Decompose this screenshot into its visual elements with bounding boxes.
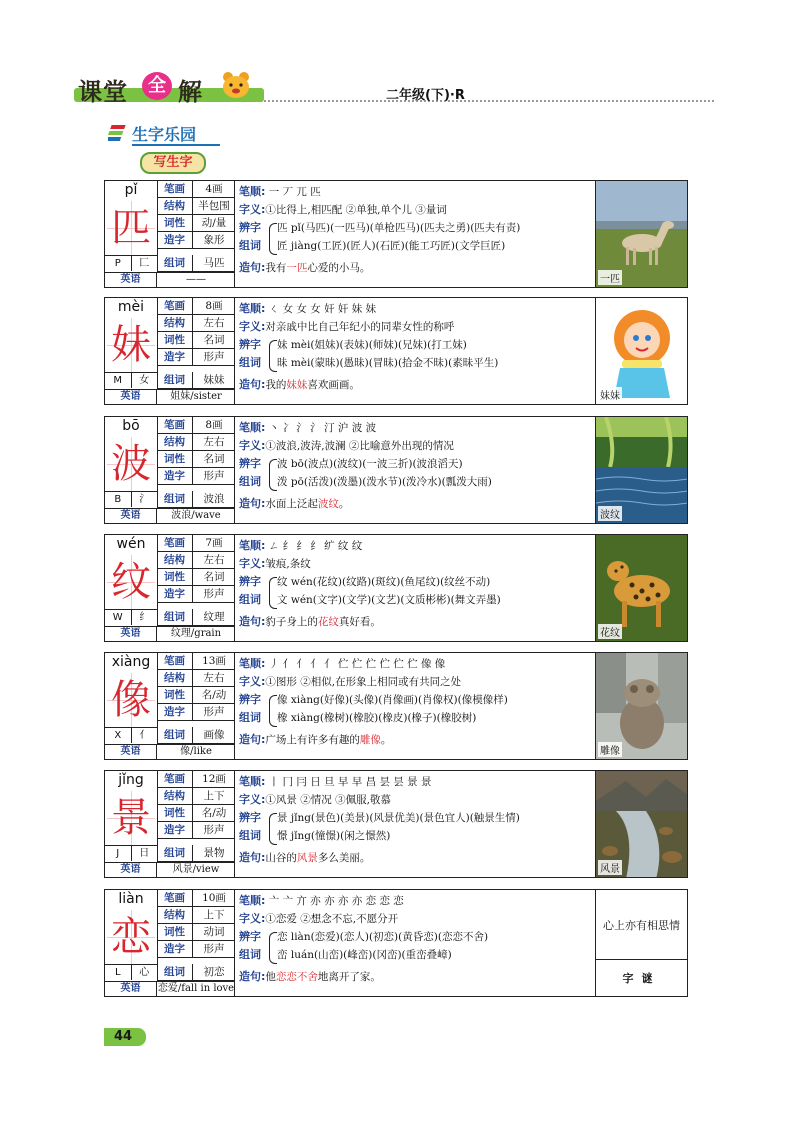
illustration-image bbox=[595, 771, 687, 877]
word-group-1: 纹 wén(花纹)(纹路)(斑纹)(鱼尾纹)(纹丝不动) bbox=[277, 576, 491, 588]
english-value: 姐妹/sister bbox=[170, 391, 222, 402]
meaning: 字义:对亲戚中比自己年纪小的同辈女性的称呼 bbox=[239, 320, 455, 333]
stroke-order: 笔顺: 丨 冂 冃 日 旦 早 早 昌 昙 昙 景 景 bbox=[239, 775, 432, 788]
english-label: 英语 bbox=[105, 509, 157, 523]
attr-label: 笔画 bbox=[157, 771, 193, 787]
english-label: 英语 bbox=[105, 390, 157, 404]
english-row bbox=[105, 744, 235, 759]
index-letter-radical: J 日 bbox=[105, 845, 157, 861]
attr-structure bbox=[157, 198, 235, 215]
riddle-text: 心上亦有相思情 bbox=[596, 890, 687, 960]
attr-label: 造字 bbox=[157, 232, 193, 248]
english-label: 英语 bbox=[105, 273, 157, 287]
attr-label: 造字 bbox=[157, 468, 193, 484]
attr-value: 形声 bbox=[203, 706, 225, 718]
brace bbox=[269, 695, 277, 727]
char-info bbox=[105, 181, 235, 287]
attr-pos bbox=[157, 687, 235, 704]
attr-label: 结构 bbox=[157, 552, 193, 568]
meaning: 字义:①恋爱 ②想念不忘,不愿分开 bbox=[239, 912, 399, 925]
attr-group bbox=[157, 727, 235, 744]
attr-pos bbox=[157, 215, 235, 232]
char-info bbox=[105, 890, 235, 996]
attr-label: 结构 bbox=[157, 434, 193, 450]
brand-text-end: 解 bbox=[178, 78, 202, 106]
attr-structure bbox=[157, 670, 235, 687]
pinyin: xiàng bbox=[111, 654, 151, 670]
attr-pos bbox=[157, 569, 235, 586]
attr-formation bbox=[157, 232, 235, 249]
distinguish-label: 辨字 bbox=[239, 811, 261, 824]
attr-label: 造字 bbox=[157, 941, 193, 957]
brace bbox=[269, 223, 277, 255]
attr-strokes bbox=[157, 535, 235, 552]
attr-value: 名/动 bbox=[201, 807, 227, 819]
attr-structure bbox=[157, 434, 235, 451]
char-card-纹 bbox=[104, 534, 688, 642]
attr-group bbox=[157, 255, 235, 272]
attr-value: 12画 bbox=[202, 773, 226, 785]
distinguish-label: 辨字 bbox=[239, 930, 261, 943]
char-card-恋 bbox=[104, 889, 688, 997]
word-group-2: 峦 luán(山峦)(峰峦)(冈峦)(重峦叠嶂) bbox=[277, 949, 452, 961]
attr-label: 笔画 bbox=[157, 535, 193, 551]
attr-label: 组词 bbox=[157, 845, 193, 861]
example-sentence: 造句:我有一匹心爱的小马。 bbox=[239, 261, 371, 274]
char-details bbox=[239, 537, 593, 639]
attr-value: 形声 bbox=[203, 588, 225, 600]
attr-formation bbox=[157, 349, 235, 366]
english-label: 英语 bbox=[105, 982, 157, 996]
distinguish-label: 辨字 bbox=[239, 575, 261, 588]
attr-label: 词性 bbox=[157, 332, 193, 348]
pinyin: jǐng bbox=[118, 772, 144, 788]
char-info bbox=[105, 771, 235, 877]
english-label: 英语 bbox=[105, 627, 157, 641]
attr-group bbox=[157, 845, 235, 862]
brace bbox=[269, 459, 277, 491]
char-info bbox=[105, 535, 235, 641]
word-group-2: 憬 jǐng(憧憬)(闲之憬然) bbox=[277, 830, 391, 842]
attr-value: 半包围 bbox=[198, 200, 230, 212]
attr-value: 初恋 bbox=[203, 966, 225, 978]
char-card-景 bbox=[104, 770, 688, 878]
attr-value: 4画 bbox=[205, 183, 223, 195]
stroke-order: 笔顺: ㄑ 女 女 女 奸 奸 妹 妹 bbox=[239, 302, 377, 315]
stroke-order: 笔顺: 丶 冫 氵 氵 汀 沪 波 波 bbox=[239, 421, 377, 434]
attr-strokes bbox=[157, 653, 235, 670]
distinguish-label: 辨字 bbox=[239, 221, 261, 234]
character: 波 bbox=[107, 437, 155, 491]
illustration-image bbox=[595, 535, 687, 641]
grade-label: 二年级(下)·R bbox=[386, 88, 465, 103]
attr-label: 造字 bbox=[157, 822, 193, 838]
attr-label: 组词 bbox=[157, 255, 193, 271]
attr-group bbox=[157, 491, 235, 508]
attr-strokes bbox=[157, 771, 235, 788]
meaning: 字义:①比得上,相匹配 ②单独,单个儿 ③量词 bbox=[239, 203, 447, 216]
attr-label: 笔画 bbox=[157, 890, 193, 906]
attr-value: 景物 bbox=[203, 847, 225, 859]
attr-value: 妹妹 bbox=[203, 374, 225, 386]
attr-label: 词性 bbox=[157, 687, 193, 703]
page-header bbox=[74, 70, 714, 106]
english-value: —— bbox=[186, 274, 206, 285]
meaning: 字义:皱痕,条纹 bbox=[239, 557, 311, 570]
stroke-order: 笔顺: ㄥ 纟 纟 纟 纩 纹 纹 bbox=[239, 539, 363, 552]
example-sentence: 造句:豹子身上的花纹真好看。 bbox=[239, 615, 381, 628]
header-divider bbox=[264, 100, 714, 102]
attr-label: 结构 bbox=[157, 670, 193, 686]
attr-label: 笔画 bbox=[157, 653, 193, 669]
english-value: 波浪/wave bbox=[171, 510, 221, 521]
english-row bbox=[105, 626, 235, 641]
brace bbox=[269, 813, 277, 845]
attr-value: 波浪 bbox=[203, 493, 225, 505]
image-caption: 花纹 bbox=[598, 624, 622, 639]
character: 纹 bbox=[107, 555, 155, 609]
attr-value: 画像 bbox=[203, 729, 225, 741]
illustration-image bbox=[595, 653, 687, 759]
stripes-icon bbox=[108, 124, 128, 142]
example-sentence: 造句:我的妹妹喜欢画画。 bbox=[239, 378, 360, 391]
english-row bbox=[105, 508, 235, 523]
pinyin: bō bbox=[122, 418, 140, 434]
attr-value: 左右 bbox=[203, 672, 225, 684]
word-group-1: 匹 pǐ(马匹)(一匹马)(单枪匹马)(匹夫之勇)(匹夫有责) bbox=[277, 222, 521, 234]
attr-value: 名词 bbox=[203, 571, 225, 583]
brand-badge: 全 bbox=[142, 72, 172, 100]
attr-label: 结构 bbox=[157, 198, 193, 214]
attr-value: 名词 bbox=[203, 453, 225, 465]
attr-label: 造字 bbox=[157, 704, 193, 720]
attr-value: 名/动 bbox=[201, 689, 227, 701]
brace bbox=[269, 932, 277, 964]
image-caption: 妹妹 bbox=[598, 387, 622, 402]
attr-pos bbox=[157, 924, 235, 941]
meaning: 字义:①波浪,波涛,波澜 ②比喻意外出现的情况 bbox=[239, 439, 454, 452]
attr-label: 组词 bbox=[157, 372, 193, 388]
attr-label: 结构 bbox=[157, 907, 193, 923]
char-info bbox=[105, 653, 235, 759]
char-details bbox=[239, 892, 593, 994]
word-group-1: 妹 mèi(姐妹)(表妹)(师妹)(兄妹)(打工妹) bbox=[277, 339, 467, 351]
subsection-badge: 写生字 bbox=[140, 152, 206, 174]
example-sentence: 造句:水面上泛起波纹。 bbox=[239, 497, 350, 510]
attr-value: 马匹 bbox=[203, 257, 225, 269]
attr-strokes bbox=[157, 417, 235, 434]
character: 像 bbox=[107, 673, 155, 727]
pinyin: liàn bbox=[118, 891, 144, 907]
attr-group bbox=[157, 609, 235, 626]
bear-mascot-icon bbox=[218, 70, 254, 100]
attr-label: 词性 bbox=[157, 451, 193, 467]
illustration-image bbox=[595, 181, 687, 287]
attr-value: 左右 bbox=[203, 554, 225, 566]
attr-value: 13画 bbox=[202, 655, 226, 667]
words-label: 组词 bbox=[239, 593, 261, 606]
distinguish-label: 辨字 bbox=[239, 457, 261, 470]
attr-label: 词性 bbox=[157, 805, 193, 821]
attr-value: 8画 bbox=[205, 419, 223, 431]
english-label: 英语 bbox=[105, 863, 157, 877]
char-details bbox=[239, 773, 593, 875]
char-info bbox=[105, 298, 235, 404]
attr-pos bbox=[157, 805, 235, 822]
example-sentence: 造句:广场上有许多有趣的雕像。 bbox=[239, 733, 392, 746]
attr-value: 左右 bbox=[203, 317, 225, 329]
stroke-order: 笔顺: 亠 亠 亣 亦 亦 亦 亦 恋 恋 恋 bbox=[239, 894, 404, 907]
attr-value: 上下 bbox=[203, 790, 225, 802]
attr-label: 词性 bbox=[157, 569, 193, 585]
attr-label: 组词 bbox=[157, 964, 193, 980]
char-details bbox=[239, 300, 593, 402]
attr-formation bbox=[157, 704, 235, 721]
english-value: 风景/view bbox=[172, 864, 220, 875]
pinyin: wén bbox=[116, 536, 146, 552]
attr-value: 动词 bbox=[203, 926, 225, 938]
attr-group bbox=[157, 372, 235, 389]
word-group-1: 恋 liàn(恋爱)(恋人)(初恋)(黄昏恋)(恋恋不舍) bbox=[277, 931, 489, 943]
attr-formation bbox=[157, 941, 235, 958]
word-group-2: 泼 pō(活泼)(泼墨)(泼水节)(泼冷水)(瓢泼大雨) bbox=[277, 476, 492, 488]
char-card-匹 bbox=[104, 180, 688, 288]
illustration-image bbox=[595, 417, 687, 523]
page-number: 44 bbox=[104, 1028, 146, 1046]
attr-label: 词性 bbox=[157, 215, 193, 231]
attr-strokes bbox=[157, 890, 235, 907]
english-label: 英语 bbox=[105, 745, 157, 759]
char-card-像 bbox=[104, 652, 688, 760]
attr-strokes bbox=[157, 298, 235, 315]
image-caption: 雕像 bbox=[598, 742, 622, 757]
attr-value: 形声 bbox=[203, 470, 225, 482]
word-group-1: 像 xiàng(好像)(头像)(肖像画)(肖像权)(像模像样) bbox=[277, 694, 508, 706]
index-letter-radical: B 氵 bbox=[105, 491, 157, 507]
attr-value: 名词 bbox=[203, 334, 225, 346]
distinguish-label: 辨字 bbox=[239, 693, 261, 706]
words-label: 组词 bbox=[239, 356, 261, 369]
english-value: 像/like bbox=[180, 746, 212, 757]
word-group-2: 匠 jiàng(工匠)(匠人)(石匠)(能工巧匠)(文学巨匠) bbox=[277, 240, 506, 252]
attr-label: 笔画 bbox=[157, 417, 193, 433]
attr-label: 笔画 bbox=[157, 181, 193, 197]
attr-pos bbox=[157, 332, 235, 349]
example-sentence: 造句:山谷的风景多么美丽。 bbox=[239, 851, 371, 864]
char-info bbox=[105, 417, 235, 523]
attr-label: 组词 bbox=[157, 491, 193, 507]
stroke-order: 笔顺: 一 丆 兀 匹 bbox=[239, 185, 321, 198]
char-details bbox=[239, 183, 593, 285]
word-group-2: 文 wén(文字)(文学)(文艺)(文质彬彬)(舞文弄墨) bbox=[277, 594, 501, 606]
english-value: 纹理/grain bbox=[170, 628, 222, 639]
attr-strokes bbox=[157, 181, 235, 198]
image-caption: 一匹 bbox=[598, 270, 622, 285]
meaning: 字义:①图形 ②相似,在形象上相同或有共同之处 bbox=[239, 675, 462, 688]
attr-value: 10画 bbox=[202, 892, 226, 904]
index-letter-radical: M 女 bbox=[105, 372, 157, 388]
attr-pos bbox=[157, 451, 235, 468]
brace bbox=[269, 577, 277, 609]
example-sentence: 造句:他恋恋不舍地离开了家。 bbox=[239, 970, 381, 983]
pinyin: mèi bbox=[117, 299, 145, 315]
index-letter-radical: L 心 bbox=[105, 964, 157, 980]
brand-text: 课堂 bbox=[78, 78, 128, 106]
section-title-text: 生字乐园 bbox=[132, 125, 197, 144]
illustration-image bbox=[595, 298, 687, 404]
meaning: 字义:①风景 ②情况 ③佩服,敬慕 bbox=[239, 793, 391, 806]
char-card-妹 bbox=[104, 297, 688, 405]
section-title bbox=[108, 120, 216, 146]
attr-label: 组词 bbox=[157, 727, 193, 743]
english-row bbox=[105, 862, 235, 877]
attr-value: 7画 bbox=[205, 537, 223, 549]
words-label: 组词 bbox=[239, 948, 261, 961]
attr-structure bbox=[157, 552, 235, 569]
attr-value: 形声 bbox=[203, 351, 225, 363]
english-value: 恋爱/fall in love bbox=[157, 983, 235, 994]
attr-value: 上下 bbox=[203, 909, 225, 921]
attr-value: 动/量 bbox=[201, 217, 227, 229]
words-label: 组词 bbox=[239, 239, 261, 252]
attr-value: 左右 bbox=[203, 436, 225, 448]
attr-label: 结构 bbox=[157, 788, 193, 804]
character: 妹 bbox=[107, 318, 155, 372]
attr-value: 形声 bbox=[203, 824, 225, 836]
attr-label: 结构 bbox=[157, 315, 193, 331]
english-row bbox=[105, 981, 235, 996]
char-card-波 bbox=[104, 416, 688, 524]
attr-label: 组词 bbox=[157, 609, 193, 625]
distinguish-label: 辨字 bbox=[239, 338, 261, 351]
attr-structure bbox=[157, 788, 235, 805]
pinyin: pǐ bbox=[124, 182, 138, 198]
character: 匹 bbox=[107, 201, 155, 255]
character: 景 bbox=[107, 791, 155, 845]
riddle-label: 字谜 bbox=[622, 972, 661, 985]
attr-label: 笔画 bbox=[157, 298, 193, 314]
english-row bbox=[105, 272, 235, 287]
index-letter-radical: X 亻 bbox=[105, 727, 157, 743]
attr-label: 造字 bbox=[157, 586, 193, 602]
image-caption: 风景 bbox=[598, 860, 622, 875]
english-row bbox=[105, 389, 235, 404]
brace bbox=[269, 340, 277, 372]
section-underline bbox=[132, 144, 220, 146]
words-label: 组词 bbox=[239, 475, 261, 488]
words-label: 组词 bbox=[239, 711, 261, 724]
words-label: 组词 bbox=[239, 829, 261, 842]
attr-label: 词性 bbox=[157, 924, 193, 940]
attr-value: 象形 bbox=[203, 234, 225, 246]
riddle-box bbox=[595, 890, 687, 996]
stroke-order: 笔顺: 丿 亻 亻 亻 亻 伫 伫 伫 伫 伫 伫 像 像 bbox=[239, 657, 446, 670]
image-caption: 波纹 bbox=[598, 506, 622, 521]
attr-label: 造字 bbox=[157, 349, 193, 365]
attr-group bbox=[157, 964, 235, 981]
attr-formation bbox=[157, 822, 235, 839]
char-details bbox=[239, 419, 593, 521]
attr-formation bbox=[157, 586, 235, 603]
word-group-1: 波 bō(波点)(波纹)(一波三折)(波浪滔天) bbox=[277, 458, 463, 470]
attr-structure bbox=[157, 907, 235, 924]
attr-formation bbox=[157, 468, 235, 485]
attr-structure bbox=[157, 315, 235, 332]
word-group-1: 景 jǐng(景色)(美景)(风景优美)(景色宜人)(触景生情) bbox=[277, 812, 520, 824]
character: 恋 bbox=[107, 910, 155, 964]
char-details bbox=[239, 655, 593, 757]
index-letter-radical: P 匚 bbox=[105, 255, 157, 271]
attr-value: 纹理 bbox=[203, 611, 225, 623]
word-group-2: 橡 xiàng(橡树)(橡胶)(橡皮)(橡子)(橡胶树) bbox=[277, 712, 477, 724]
index-letter-radical: W 纟 bbox=[105, 609, 157, 625]
attr-value: 形声 bbox=[203, 943, 225, 955]
word-group-2: 昧 mèi(蒙昧)(愚昧)(冒昧)(拾金不昧)(素昧平生) bbox=[277, 357, 499, 369]
attr-value: 8画 bbox=[205, 300, 223, 312]
